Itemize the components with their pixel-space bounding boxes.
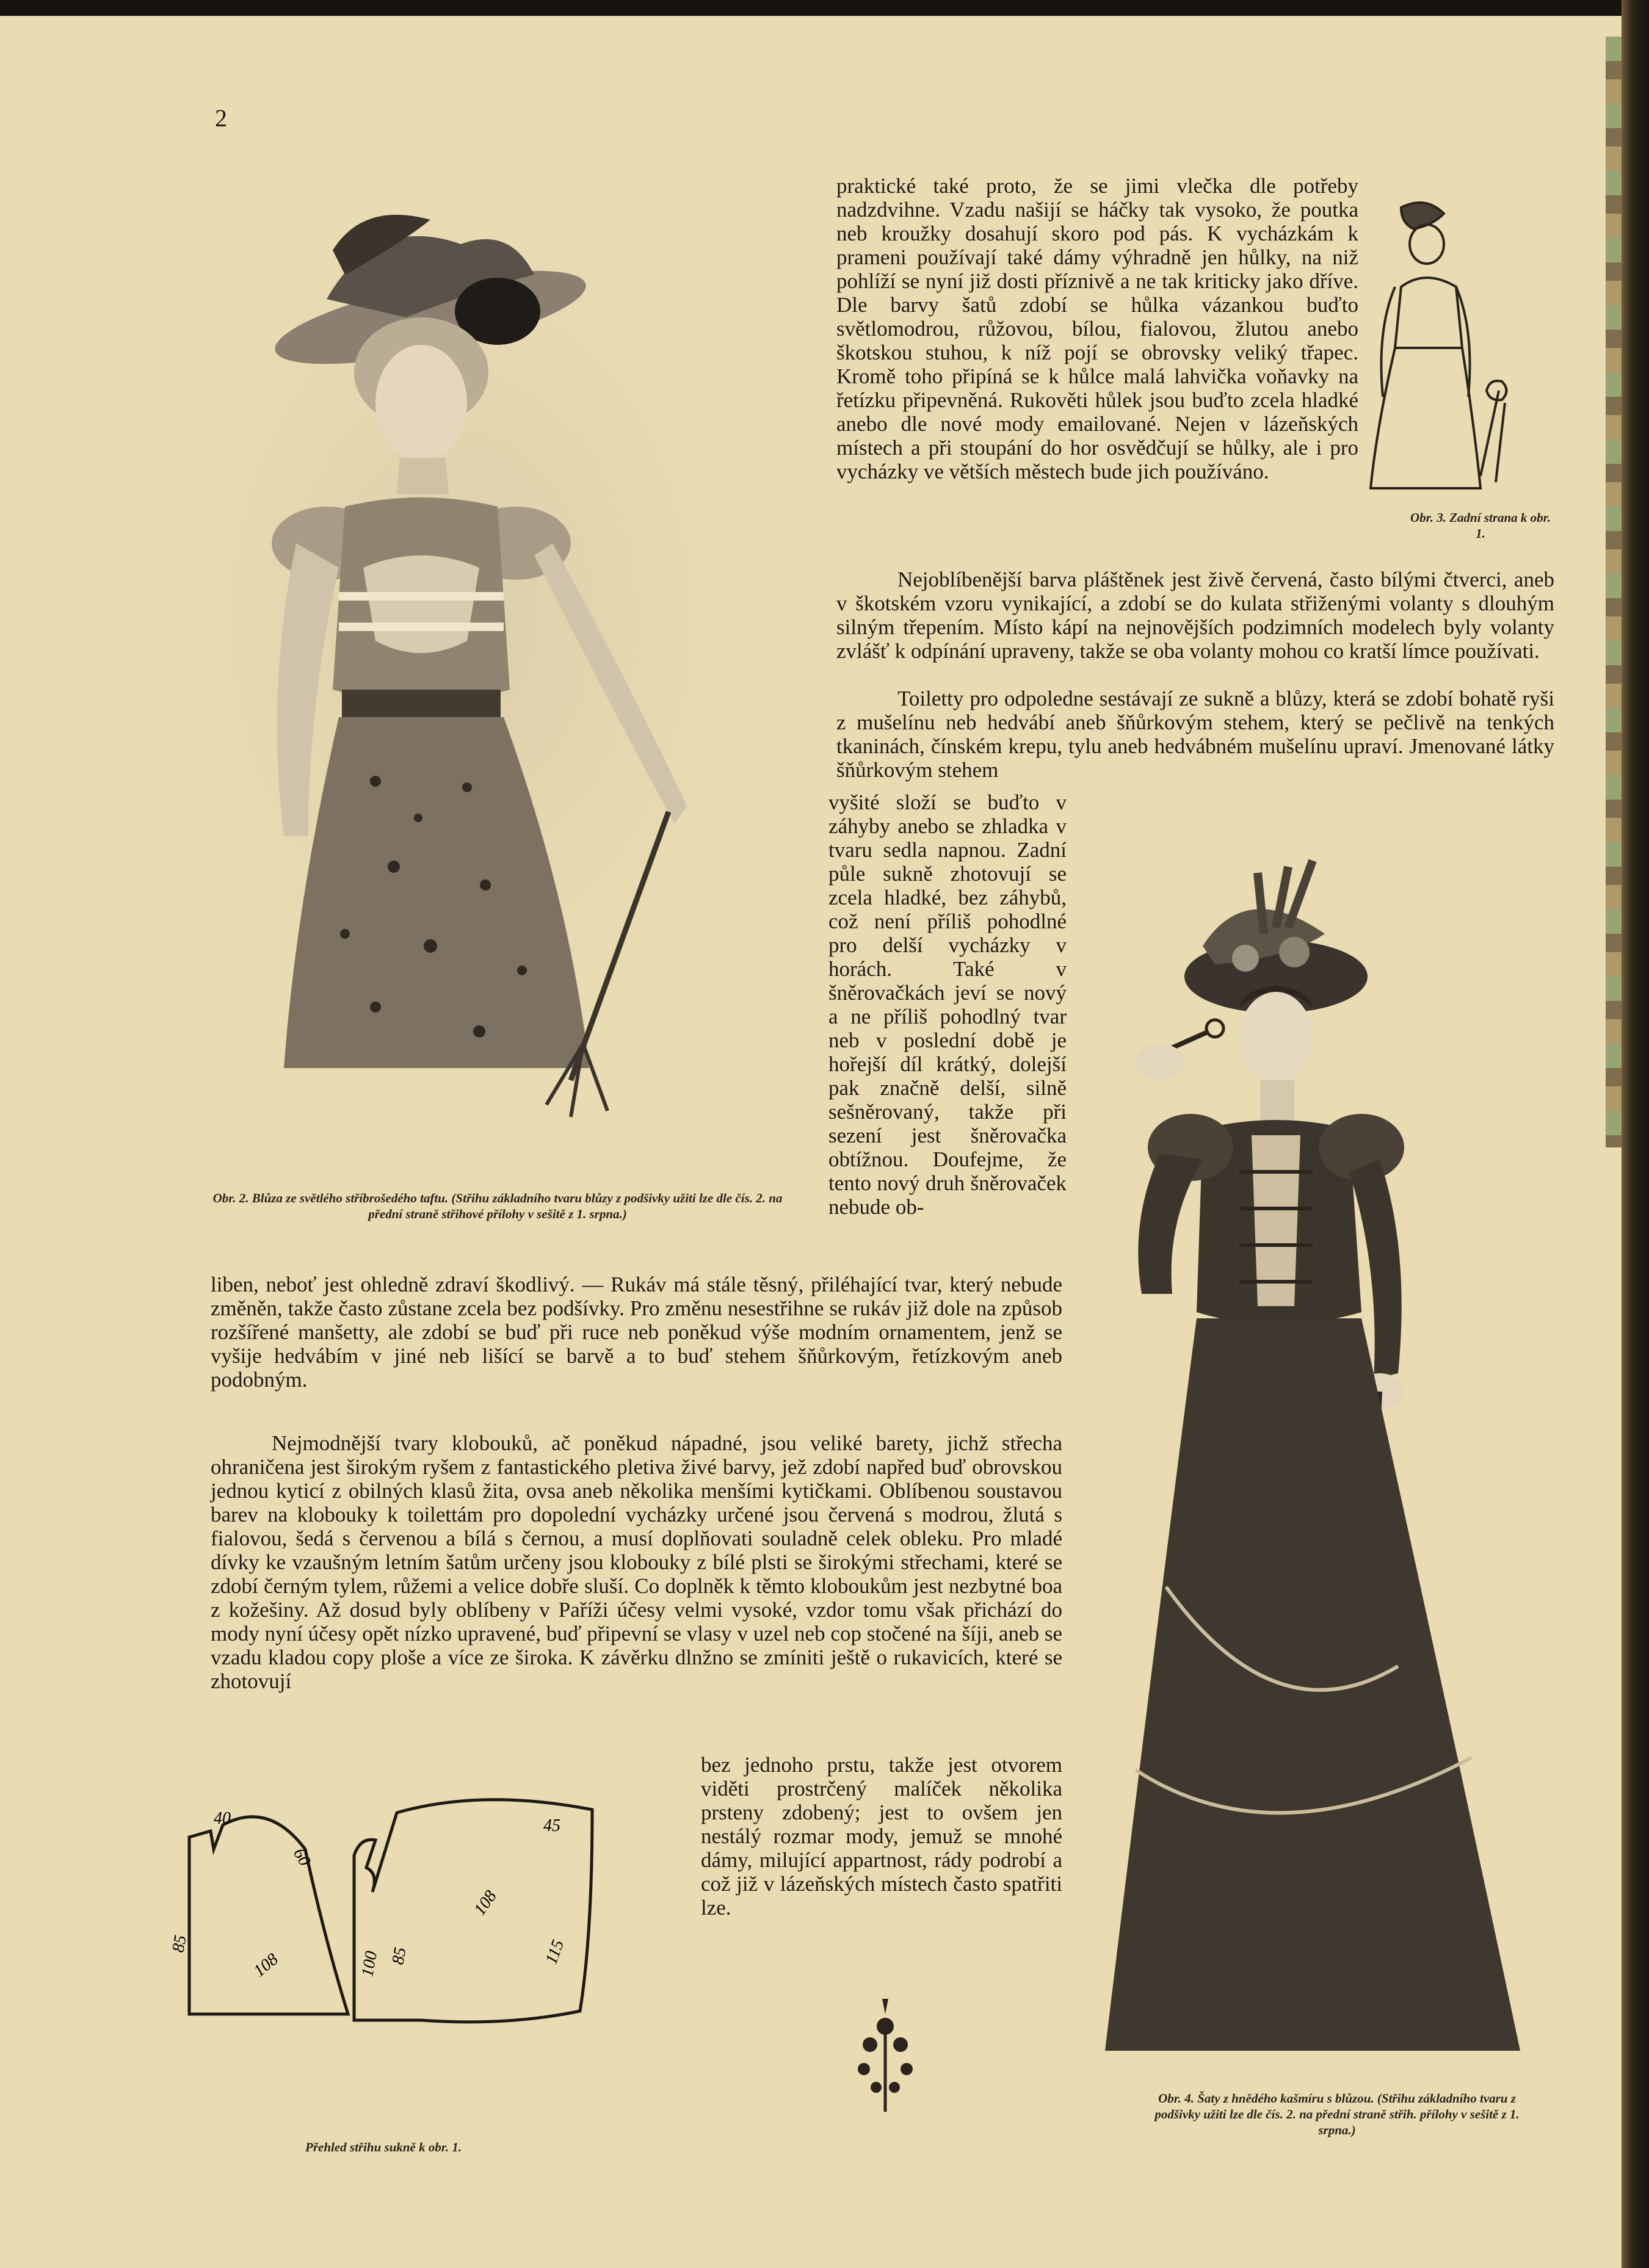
- paragraph-narrow-column: [828, 790, 1067, 1219]
- pattern-label-100: 100: [358, 1949, 382, 1979]
- paragraph-plastenky: [836, 568, 1554, 663]
- figure-4-dress-illustration: [1093, 854, 1581, 2075]
- floral-ornament: [846, 1996, 925, 2118]
- scan-right-border: [1622, 0, 1649, 2268]
- skirt-pattern-diagram: [165, 1782, 617, 2039]
- pattern-label-60: 60: [289, 1845, 314, 1869]
- pattern-label-85-left: 85: [169, 1934, 190, 1954]
- pattern-label-108-right: 108: [470, 1887, 501, 1919]
- paragraph-klobouky: [211, 1431, 1062, 1693]
- paragraph-rukavice: [701, 1753, 1062, 1919]
- paragraph-hulky-text: praktické také proto, že se jimi vlečka dle potřeby nadzdvihne. Vzadu našijí se háčky tak vysoko, že poutka neb kroužky dosahují skoro pod pás. K vycházkám k prameni používají také dámy výhradně jen hůlky, na niž pohlíží se nyní již dosti příznivě a ne tak kriticky jako dříve. Dle barvy šatů zdobí se hůlka vázankou buďto světlomodrou, růžovou, bílou, fialovou, žlutou anebo škotskou stuhou, k níž pojí se obrovsky veliký třapec. Kromě toho připíná se k hůlce malá lahvička voňavky na řetízku připevněná. Rukověti hůlek jsou buďto zcela hladké anebo dle nové mody emailované. Nejen v lázeňských místech a při stoupání do hor osvědčují se hůlky, ale i pro vycházky ve větších městech bude jich používáno.: [836, 174, 1358, 483]
- page-number: 2: [215, 104, 227, 132]
- pattern-caption: Přehled střihu sukně k obr. 1.: [305, 2140, 462, 2154]
- figure-2-blouse-illustration: [143, 201, 785, 1129]
- scan-right-edge-strip: [1606, 37, 1622, 1147]
- pattern-label-115: 115: [542, 1937, 568, 1967]
- paragraph-toiletty-text: Toiletty pro odpoledne sestávají ze sukně a blůzy, která se zdobí bohatě ryši z mušelínu neb hedvábí aneb šňůrkovým stehem, který se pečlivě na tenkých tkaninách, čínském krepu, tylu aneb hedvábném mušelínu upraví. Jmenované látky šňůrkovým stehem: [836, 687, 1554, 782]
- paragraph-klobouky-text: Nejmodnější tvary klobouků, ač poněkud nápadné, jsou veliké barety, jichž střecha ohraničena jest širokým ryšem z fantastického pletiva živé barvy, jež zdobí napřed buď obrovskou jednou kyticí z obilných klasů žita, ovsa aneb několika menšími kytičkami. Oblíbenou soustavou barev na klobouky k toilettám pro dopolední vycházky určené jsou červená s modrou, žlutá s fialovou, šedá s červenou a bílá s černou, a musí doplňovati souladně celek obleku. Pro mladé dívky ke vzaušným letním šatům určeny jsou klobouky z bílé plsti se širokými střechami, které se zdobí černým tylem, růžemi a velice dobře sluší. Co doplněk k těmto kloboukům jest nezbytné boa z kožešiny. Až dosud byly oblíbeny v Paříži účesy velmi vysoké, vzdor tomu však přichází do mody nyní účesy opět nízko upravené, buď připevní se vlasy v uzel neb cop stočené na šíji, aneb se vzadu kladou copy ploše a více ze široka. K závěrku dlnžno se zmíniti ještě o rukavicích, které se zhotovují: [211, 1431, 1062, 1693]
- paragraph-rukav: [211, 1273, 1062, 1392]
- paragraph-rukav-text: liben, neboť jest ohledně zdraví škodlivý. — Rukáv má stále těsný, přiléhající tvar, který nebude změněn, takže často zůstane zcela bez podšívky. Pro změnu nesestřihne se rukáv již dole na způsob rozšířené manšetty, ale zdobí se buď při ruce neb poněkud výše modním ornamentem, jenž se vyšije hedvábím v jiné neb lišící se barvě a to buď stehem šňůrkovým, řetízkovým aneb podobným.: [211, 1273, 1062, 1392]
- pattern-label-108-left: 108: [250, 1949, 282, 1981]
- pattern-label-45: 45: [543, 1816, 560, 1835]
- scan-top-edge: [0, 0, 1649, 16]
- figure-4-caption: Obr. 4. Šaty z hnědého kašmíru s blůzou. (Střihu základního tvaru z podšivky užiti lze dle čís. 2. na přední straně střih. přílohy v sešitě z 1. srpna.): [1154, 2091, 1520, 2137]
- figure-3-caption: Obr. 3. Zadní strana k obr. 1.: [1410, 510, 1551, 541]
- paragraph-rukavice-text: bez jednoho prstu, takže jest otvorem viděti prostrčený malíček několika prsteny zdobený; jest to ovšem jen nestálý rozmar mody, jemuž se mnohé dámy, milující appartnost, rády podrobí a což již v lázeňských místech často spatřiti lze.: [701, 1753, 1062, 1919]
- figure-3-back-view-sketch: [1358, 195, 1535, 500]
- paragraph-plastenky-text: Nejoblíbenější barva pláštěnek jest živě červená, často bílými čtverci, aneb v škotském vzoru vynikající, a zdobí se do kulata střiženými volanty s dlouhým silným třepením. Místo kápí na nejnovějších podzimních modelech byly volanty zvlášť k odpínání upraveny, takže se oba volanty mohou co kratší límce používati.: [836, 568, 1554, 663]
- pattern-label-85-right: 85: [388, 1946, 410, 1966]
- paragraph-narrow-column-text: vyšité složí se buďto v záhyby anebo se zhladka v tvaru sedla napnou. Zadní půle sukně zhotovují se zcela hladké, bez záhybů, což není příliš pohodlné pro delší vycházky v horách. Také v šněrovačkách jeví se nový a ne příliš pohodlný tvar neb v poslední době je hořejší díl krátký, dolejší pak značně delší, silně sešněrovaný, takže při sezení jest šněrovačka obtížnou. Doufejme, že tento nový druh šněrovaček nebude ob-: [828, 790, 1067, 1219]
- figure-2-caption: Obr. 2. Blůza ze světlého stříbrošedého taftu. (Střihu základního tvaru blůzy z podšivky užiti lze dle čís. 2. na přední straně střihové přílohy v sešitě z 1. srpna.): [212, 1191, 783, 1221]
- pattern-label-40: 40: [214, 1809, 231, 1828]
- paragraph-hulky: [836, 174, 1358, 483]
- paragraph-toiletty: [836, 687, 1554, 782]
